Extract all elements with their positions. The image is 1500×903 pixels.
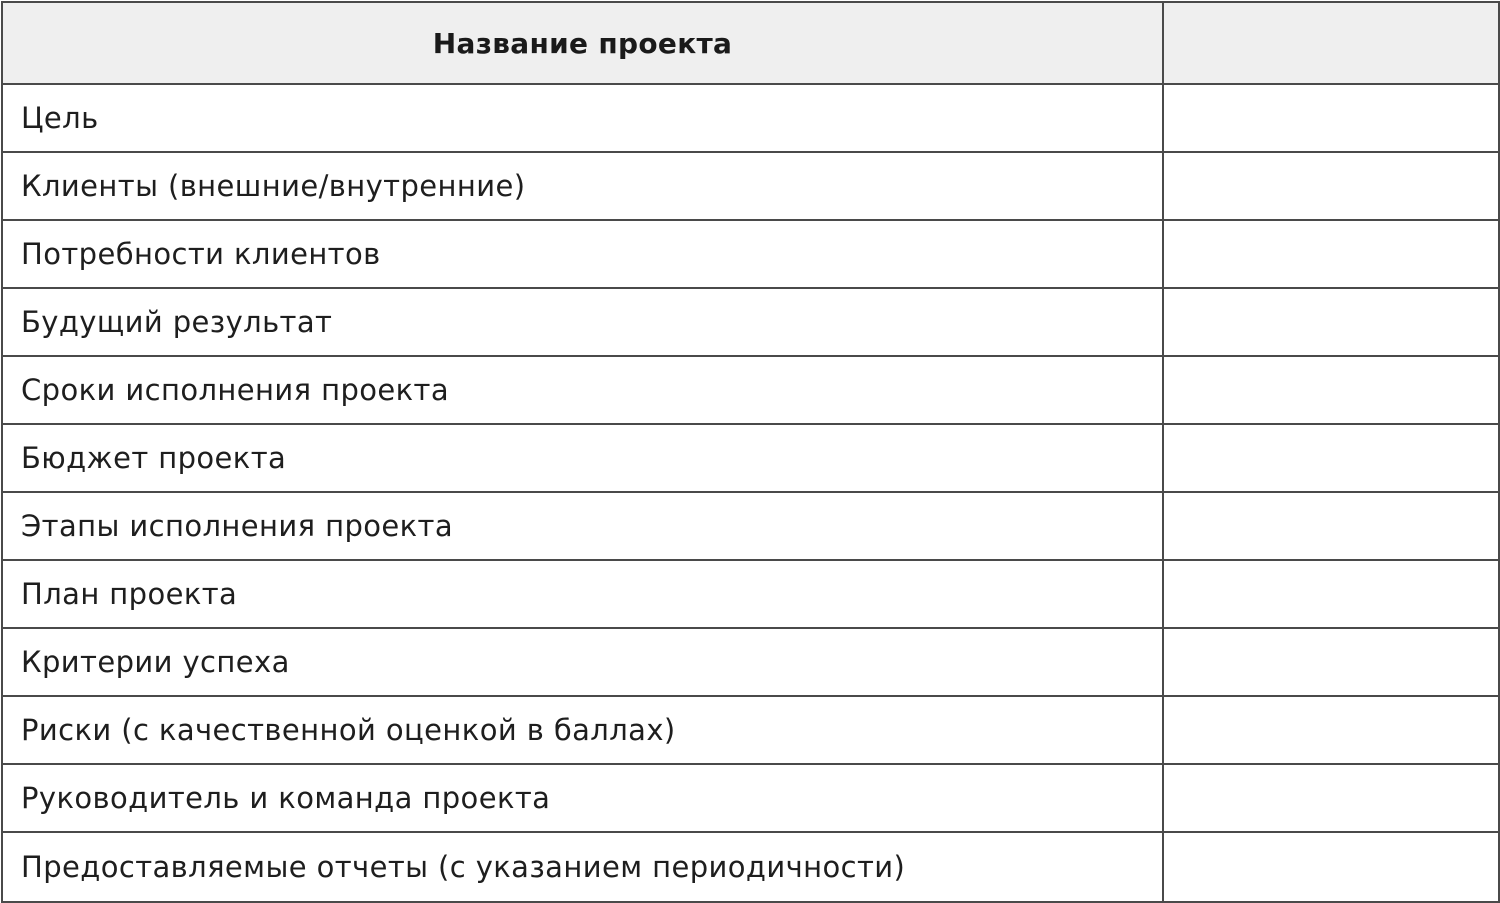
row-label-plan: План проекта <box>2 560 1163 628</box>
table-row-success-criteria <box>2 628 1499 696</box>
row-label-client-needs: Потребности клиентов <box>2 220 1163 288</box>
row-value-plan <box>1163 560 1499 628</box>
row-value-reports <box>1163 832 1499 902</box>
row-label-team: Руководитель и команда проекта <box>2 764 1163 832</box>
project-charter-table <box>1 1 1500 903</box>
row-value-clients <box>1163 152 1499 220</box>
row-label-future-result: Будущий результат <box>2 288 1163 356</box>
row-label-goal: Цель <box>2 84 1163 152</box>
project-name-header: Название проекта <box>2 2 1163 84</box>
table-row-deadlines <box>2 356 1499 424</box>
row-label-stages: Этапы исполнения проекта <box>2 492 1163 560</box>
table-row-future-result <box>2 288 1499 356</box>
row-label-budget: Бюджет проекта <box>2 424 1163 492</box>
row-label-deadlines: Сроки исполнения проекта <box>2 356 1163 424</box>
table-header-row <box>2 2 1499 84</box>
table-row-client-needs <box>2 220 1499 288</box>
row-value-budget <box>1163 424 1499 492</box>
table-row-team <box>2 764 1499 832</box>
row-value-future-result <box>1163 288 1499 356</box>
table-row-stages <box>2 492 1499 560</box>
row-value-goal <box>1163 84 1499 152</box>
row-label-success-criteria: Критерии успеха <box>2 628 1163 696</box>
project-name-value-cell <box>1163 2 1499 84</box>
row-value-team <box>1163 764 1499 832</box>
table-row-plan <box>2 560 1499 628</box>
row-label-risks: Риски (с качественной оценкой в баллах) <box>2 696 1163 764</box>
table-row-clients <box>2 152 1499 220</box>
row-value-success-criteria <box>1163 628 1499 696</box>
table-row-risks <box>2 696 1499 764</box>
row-label-clients: Клиенты (внешние/внутренние) <box>2 152 1163 220</box>
row-value-risks <box>1163 696 1499 764</box>
row-value-client-needs <box>1163 220 1499 288</box>
row-value-deadlines <box>1163 356 1499 424</box>
row-value-stages <box>1163 492 1499 560</box>
table-row-goal <box>2 84 1499 152</box>
table-row-reports <box>2 832 1499 902</box>
table-row-budget <box>2 424 1499 492</box>
row-label-reports: Предоставляемые отчеты (с указанием периодичности) <box>2 832 1163 902</box>
